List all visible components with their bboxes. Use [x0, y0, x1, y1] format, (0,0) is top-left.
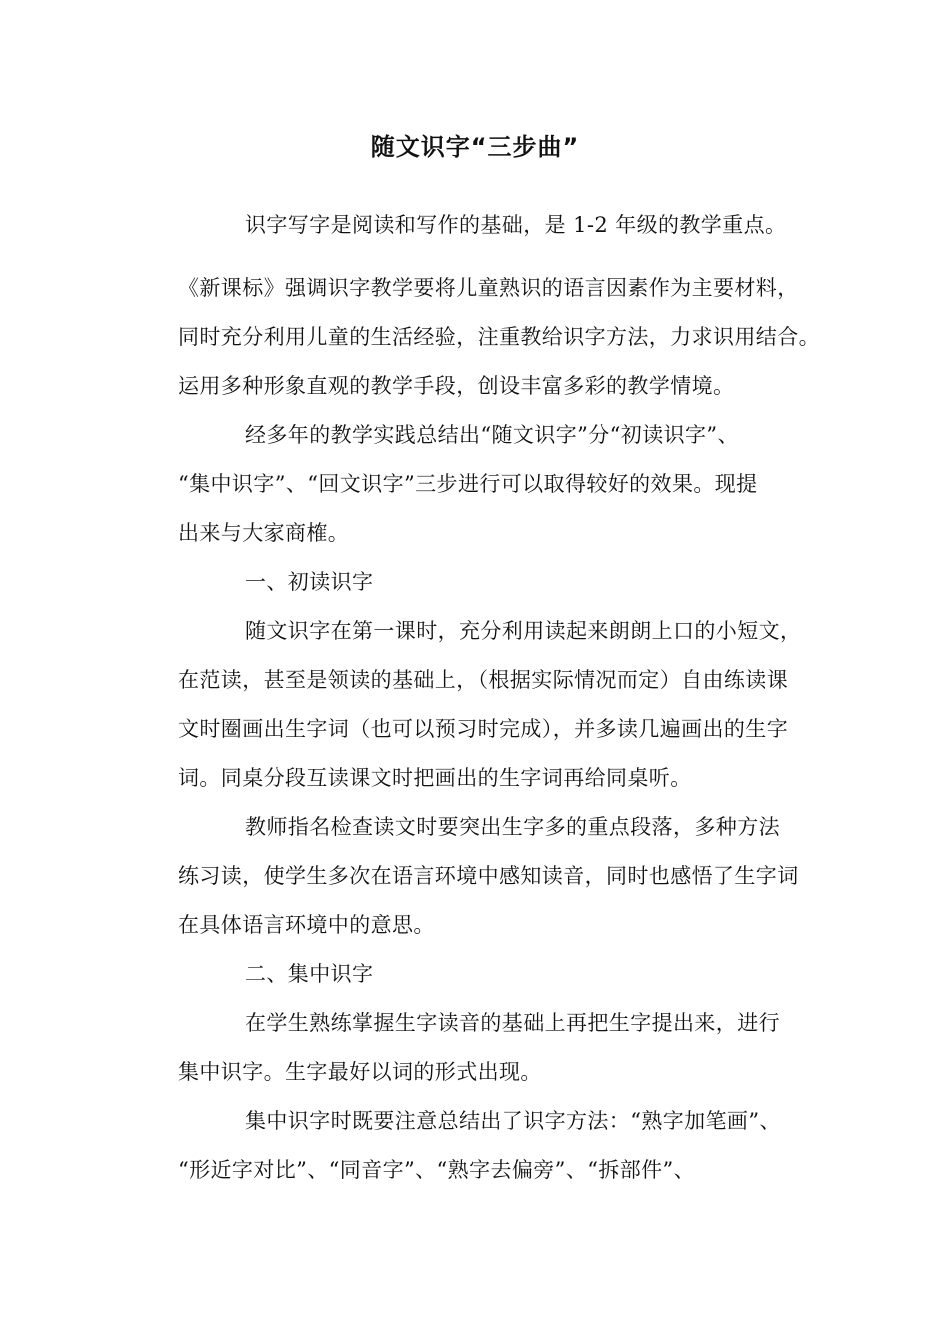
paragraph-line: 练习读，使学生多次在语言环境中感知读音，同时也感悟了生字词	[178, 864, 799, 888]
section-heading: 二、集中识字	[245, 962, 374, 986]
paragraph-line: “集中识字”、“回文识字”三步进行可以取得较好的效果。现提	[178, 472, 758, 496]
paragraph-line: 运用多种形象直观的教学手段，创设丰富多彩的教学情境。	[178, 374, 735, 398]
paragraph-line: “形近字对比”、“同音字”、“熟字去偏旁”、“拆部件”、	[178, 1158, 696, 1182]
paragraph-line: 同时充分利用儿童的生活经验，注重教给识字方法，力求识用结合。	[178, 325, 820, 349]
paragraph-line: 随文识字在第一课时，充分利用读起来朗朗上口的小短文，	[245, 619, 802, 643]
paragraph-line: 识字写字是阅读和写作的基础，是 1-2 年级的教学重点。	[245, 213, 787, 237]
paragraph-line: 在范读，甚至是领读的基础上，（根据实际情况而定）自由练读课	[178, 668, 789, 692]
paragraph-line: 经多年的教学实践总结出“随文识字”分“初读识字”、	[245, 423, 739, 447]
section-heading: 一、初读识字	[245, 570, 374, 594]
paragraph-line: 在学生熟练掌握生字读音的基础上再把生字提出来，进行	[245, 1011, 780, 1035]
paragraph-line: 集中识字时既要注意总结出了识字方法：“熟字加笔画”、	[245, 1109, 781, 1133]
paragraph-line: 出来与大家商榷。	[178, 521, 350, 545]
paragraph-line: 在具体语言环境中的意思。	[178, 913, 435, 937]
paragraph-line: 集中识字。生字最好以词的形式出现。	[178, 1060, 542, 1084]
paragraph-line: 词。同桌分段互读课文时把画出的生字词再给同桌听。	[178, 766, 692, 790]
paragraph-line: 文时圈画出生字词（也可以预习时完成），并多读几遍画出的生字	[178, 717, 789, 741]
paragraph-line: 《新课标》强调识字教学要将儿童熟识的语言因素作为主要材料，	[178, 276, 799, 300]
document-title: 随文识字“三步曲”	[370, 133, 580, 161]
paragraph-line: 教师指名检查读文时要突出生字多的重点段落，多种方法	[245, 815, 780, 839]
